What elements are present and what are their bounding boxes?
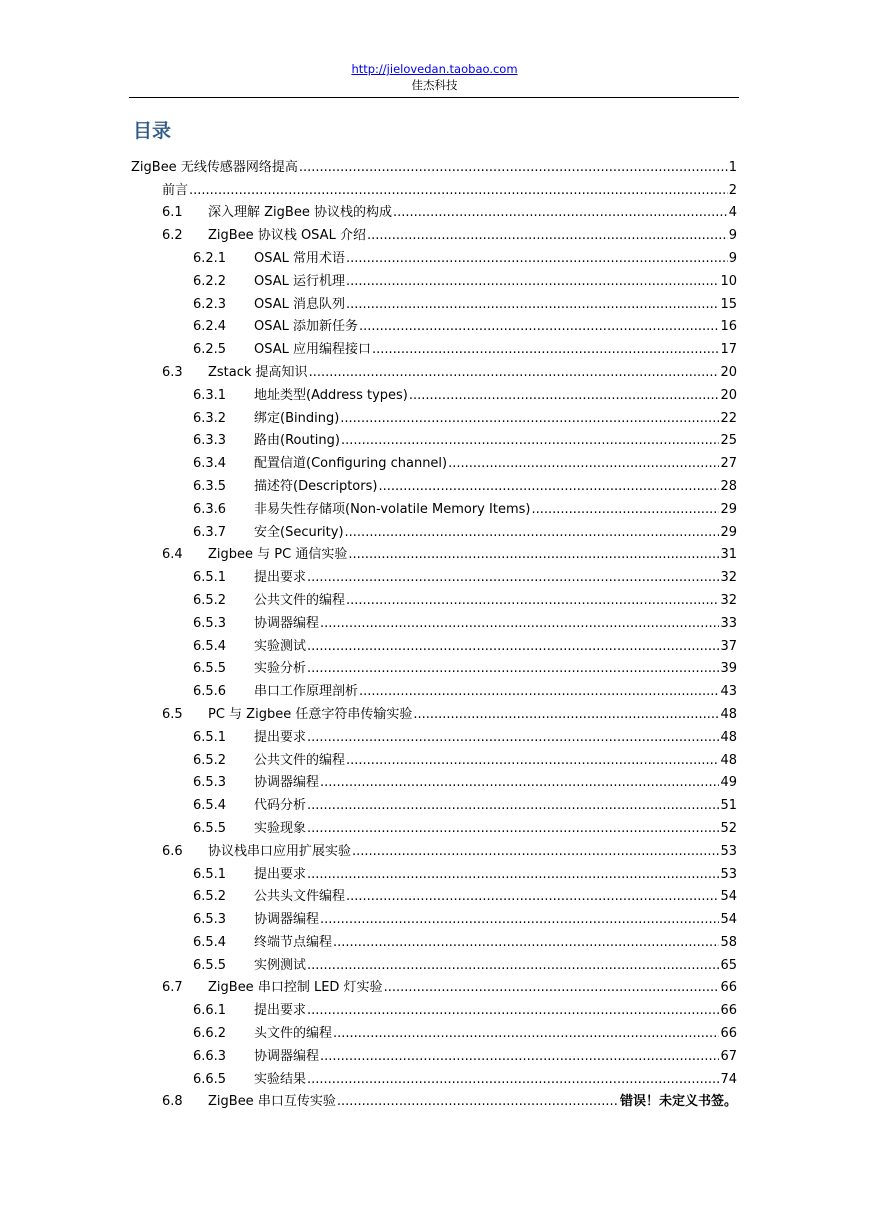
toc-entry-page: 32: [720, 570, 737, 586]
toc-entry-title: OSAL 添加新任务: [254, 319, 358, 335]
toc-entry[interactable]: [131, 790, 737, 813]
toc-entry-title: 协调器编程: [254, 615, 320, 631]
toc-entry-title: 代码分析: [254, 798, 307, 814]
toc-dot-leader: [307, 639, 719, 654]
toc-entry-page: 66: [720, 980, 737, 996]
toc-entry-number: 6.3.1: [193, 387, 227, 403]
toc-entry[interactable]: [131, 494, 737, 517]
toc-entry-page: 49: [720, 775, 737, 791]
toc-entry-number: 6.5.5: [193, 957, 227, 973]
toc-entry[interactable]: [131, 585, 737, 608]
toc-entry-number: 6.3.6: [193, 501, 227, 517]
toc-entry[interactable]: [131, 517, 737, 540]
toc-entry-number: 6.2.2: [193, 273, 227, 289]
toc-dot-leader: [372, 342, 719, 357]
header-rule: [129, 97, 739, 98]
toc-entry[interactable]: [131, 289, 737, 312]
toc-dot-leader: [333, 935, 719, 950]
toc-dot-leader: [307, 1072, 719, 1087]
toc-entry[interactable]: [131, 357, 737, 380]
toc-entry-title: 提出要求: [254, 866, 307, 882]
toc-dot-leader: [346, 251, 728, 266]
toc-entry-page: 16: [720, 319, 737, 335]
toc-dot-leader: [352, 844, 719, 859]
toc-entry-title: 前言: [162, 182, 189, 198]
toc-entry-page: 29: [720, 501, 737, 517]
toc-dot-leader: [384, 980, 720, 995]
toc-entry-page: 39: [720, 661, 737, 677]
toc-entry-title: 实验分析: [254, 661, 307, 677]
page-header: [0, 62, 869, 93]
toc-entry[interactable]: [131, 380, 737, 403]
toc-entry-page: 20: [720, 387, 737, 403]
toc-dot-leader: [346, 753, 719, 768]
toc-entry-title: 终端节点编程: [254, 934, 333, 950]
toc-entry[interactable]: [131, 608, 737, 631]
toc-entry-page: 20: [720, 364, 737, 380]
toc-entry-page: 9: [728, 228, 737, 244]
toc-entry[interactable]: [131, 312, 737, 335]
toc-entry[interactable]: [131, 1064, 737, 1087]
toc-entry-page: 43: [720, 684, 737, 700]
toc-dot-leader: [189, 183, 728, 198]
toc-entry-page: 2: [728, 182, 737, 198]
toc-entry-number: 6.8: [162, 1094, 183, 1110]
toc-entry-title: OSAL 应用编程接口: [254, 342, 371, 358]
toc-entry[interactable]: [131, 243, 737, 266]
toc-dot-leader: [299, 160, 728, 175]
toc-entry-number: 6.5.5: [193, 820, 227, 836]
toc-entry[interactable]: [131, 904, 737, 927]
toc-entry-number: 6.6.5: [193, 1071, 227, 1087]
toc-entry-title: 串口工作原理剖析: [254, 684, 359, 700]
toc-entry[interactable]: [131, 768, 737, 791]
toc-dot-leader: [448, 456, 719, 471]
toc-entry-title: 协调器编程: [254, 912, 320, 928]
toc-entry[interactable]: [131, 426, 737, 449]
toc-entry-title: 描述符(Descriptors): [254, 478, 378, 494]
toc-entry-title: 公共头文件编程: [254, 889, 346, 905]
toc-entry-page: 48: [720, 706, 737, 722]
toc-entry[interactable]: [131, 995, 737, 1018]
toc-entry-number: 6.5.3: [193, 775, 227, 791]
toc-entry-title: 实验结果: [254, 1071, 307, 1087]
toc-dot-leader: [307, 661, 719, 676]
toc-entry-title: 提出要求: [254, 729, 307, 745]
toc-entry[interactable]: [131, 927, 737, 950]
toc-dot-leader: [378, 479, 719, 494]
toc-entry[interactable]: [131, 540, 737, 563]
toc-entry-page: 51: [720, 798, 737, 814]
toc-entry-number: 6.5.1: [193, 570, 227, 586]
toc-dot-leader: [333, 1026, 719, 1041]
toc-entry[interactable]: [131, 266, 737, 289]
toc-dot-leader: [307, 958, 719, 973]
toc-entry[interactable]: [131, 334, 737, 357]
toc-entry-page: 9: [728, 250, 737, 266]
toc-entry-page: 4: [728, 205, 737, 221]
toc-entry-number: 6.5.1: [193, 729, 227, 745]
toc-entry-title: 地址类型(Address types): [254, 387, 408, 403]
toc-entry-title: 实验测试: [254, 638, 307, 654]
toc-entry-number: 6.5.3: [193, 615, 227, 631]
toc-entry-page: 58: [720, 934, 737, 950]
toc-entry-page: 27: [720, 456, 737, 472]
toc-entry-title: 提出要求: [254, 570, 307, 586]
toc-entry-page: 31: [720, 547, 737, 563]
toc-dot-leader: [409, 388, 720, 403]
toc-entry-page: 53: [720, 866, 737, 882]
toc-entry-page: 65: [720, 957, 737, 973]
toc-entry-page: 48: [720, 752, 737, 768]
toc-dot-leader: [346, 889, 719, 904]
toc-dot-leader: [320, 616, 719, 631]
toc-dot-leader: [346, 593, 719, 608]
toc-entry[interactable]: [131, 220, 737, 243]
toc-entry-title: 协调器编程: [254, 775, 320, 791]
toc-entry-page: 33: [720, 615, 737, 631]
toc-entry-number: 6.2.5: [193, 342, 227, 358]
toc-entry-number: 6.2.1: [193, 250, 227, 266]
toc-entry[interactable]: [131, 1041, 737, 1064]
toc-dot-leader: [367, 228, 728, 243]
toc-entry[interactable]: [131, 699, 737, 722]
toc-entry-title: OSAL 消息队列: [254, 296, 345, 312]
toc-dot-leader: [413, 707, 719, 722]
toc-entry-number: 6.5.4: [193, 934, 227, 950]
toc-entry[interactable]: [131, 882, 737, 905]
toc-dot-leader: [320, 775, 719, 790]
toc-entry[interactable]: [131, 1087, 737, 1110]
toc-entry-title: 公共文件的编程: [254, 752, 346, 768]
toc-entry-title: 协调器编程: [254, 1048, 320, 1064]
toc-dot-leader: [337, 1094, 619, 1109]
toc-entry[interactable]: [131, 654, 737, 677]
toc-entry[interactable]: [131, 722, 737, 745]
toc-entry-page: 29: [720, 524, 737, 540]
toc-entry-title: 路由(Routing): [254, 433, 340, 449]
header-url-link[interactable]: http://jielovedan.taobao.com: [351, 62, 518, 76]
toc-entry-title: ZigBee 无线传感器网络提高: [131, 159, 298, 175]
toc-entry-number: 6.5.2: [193, 752, 227, 768]
toc-entry-number: 6.5: [162, 706, 183, 722]
toc-entry-title: 提出要求: [254, 1003, 307, 1019]
toc-entry-page: 22: [720, 410, 737, 426]
toc-entry-page: 54: [720, 889, 737, 905]
toc-entry-number: 6.5.2: [193, 592, 227, 608]
toc-dot-leader: [340, 411, 719, 426]
toc-entry-page: 17: [720, 342, 737, 358]
toc-entry-number: 6.3: [162, 364, 183, 380]
toc-entry-number: 6.1: [162, 205, 183, 221]
toc-entry-number: 6.6: [162, 843, 183, 859]
toc-entry-page: 74: [720, 1071, 737, 1087]
toc-entry-title: PC 与 Zigbee 任意字符串传输实验: [208, 706, 413, 722]
toc-dot-leader: [359, 684, 719, 699]
toc-entry-title: ZigBee 串口控制 LED 灯实验: [208, 980, 383, 996]
toc-entry-title: OSAL 常用术语: [254, 250, 345, 266]
toc-dot-leader: [307, 798, 719, 813]
toc-dot-leader: [309, 365, 720, 380]
toc-entry-number: 6.2: [162, 228, 183, 244]
toc-entry-number: 6.5.2: [193, 889, 227, 905]
toc-entry-page: 25: [720, 433, 737, 449]
toc-entry-number: 6.6.1: [193, 1003, 227, 1019]
toc-entry-title: 实例测试: [254, 957, 307, 973]
header-company: 佳杰科技: [411, 78, 458, 92]
toc-dot-leader: [307, 867, 719, 882]
toc-entry-title: 配置信道(Configuring channel): [254, 456, 448, 472]
table-of-contents: [131, 152, 737, 1109]
toc-entry[interactable]: [131, 745, 737, 768]
toc-dot-leader: [346, 274, 719, 289]
toc-entry[interactable]: [131, 152, 737, 175]
toc-entry-title: 非易失性存储项(Non-volatile Memory Items): [254, 501, 531, 517]
toc-entry[interactable]: [131, 1018, 737, 1041]
toc-entry[interactable]: [131, 813, 737, 836]
toc-dot-leader: [341, 433, 719, 448]
toc-entry-number: 6.5.6: [193, 684, 227, 700]
toc-entry-page: 54: [720, 912, 737, 928]
toc-entry[interactable]: [131, 950, 737, 973]
toc-entry[interactable]: [131, 562, 737, 585]
toc-dot-leader: [531, 502, 719, 517]
toc-entry-number: 6.3.7: [193, 524, 227, 540]
toc-entry-title: 绑定(Binding): [254, 410, 340, 426]
toc-entry-page: 37: [720, 638, 737, 654]
toc-dot-leader: [320, 912, 719, 927]
toc-entry-page: 10: [720, 273, 737, 289]
toc-entry[interactable]: [131, 859, 737, 882]
toc-entry-number: 6.6.3: [193, 1048, 227, 1064]
toc-entry[interactable]: [131, 676, 737, 699]
toc-entry-title: 安全(Security): [254, 524, 344, 540]
toc-dot-leader: [346, 297, 719, 312]
toc-dot-leader: [348, 547, 719, 562]
toc-entry-number: 6.3.2: [193, 410, 227, 426]
toc-entry-page: 28: [720, 478, 737, 494]
toc-entry-title: ZigBee 串口互传实验: [208, 1094, 336, 1110]
toc-entry-number: 6.3.5: [193, 478, 227, 494]
toc-dot-leader: [307, 821, 719, 836]
toc-entry[interactable]: [131, 836, 737, 859]
toc-entry[interactable]: [131, 631, 737, 654]
toc-entry-title: 头文件的编程: [254, 1026, 333, 1042]
toc-entry-title: 公共文件的编程: [254, 592, 346, 608]
toc-dot-leader: [320, 1049, 719, 1064]
toc-entry-page: 53: [720, 843, 737, 859]
toc-entry-number: 6.5.5: [193, 661, 227, 677]
toc-dot-leader: [345, 525, 720, 540]
toc-entry-number: 6.3.3: [193, 433, 227, 449]
toc-entry-title: 深入理解 ZigBee 协议栈的构成: [208, 205, 392, 221]
toc-entry-page: 错误！未定义书签。: [619, 1094, 737, 1110]
toc-entry-number: 6.7: [162, 980, 183, 996]
toc-entry-number: 6.6.2: [193, 1026, 227, 1042]
toc-title: 目录: [133, 120, 172, 142]
toc-entry-page: 48: [720, 729, 737, 745]
toc-entry-number: 6.5.3: [193, 912, 227, 928]
toc-dot-leader: [307, 1003, 719, 1018]
toc-entry-page: 67: [720, 1048, 737, 1064]
toc-entry[interactable]: [131, 175, 737, 198]
toc-entry-page: 66: [720, 1003, 737, 1019]
toc-entry-page: 32: [720, 592, 737, 608]
toc-entry-page: 1: [728, 159, 737, 175]
toc-entry[interactable]: [131, 471, 737, 494]
toc-entry-number: 6.5.4: [193, 798, 227, 814]
toc-entry-page: 15: [720, 296, 737, 312]
toc-entry-title: OSAL 运行机理: [254, 273, 345, 289]
toc-entry-title: 协议栈串口应用扩展实验: [208, 843, 352, 859]
toc-entry-number: 6.5.1: [193, 866, 227, 882]
toc-entry-title: Zigbee 与 PC 通信实验: [208, 547, 348, 563]
toc-entry-number: 6.3.4: [193, 456, 227, 472]
toc-dot-leader: [393, 205, 728, 220]
toc-entry[interactable]: [131, 973, 737, 996]
toc-entry[interactable]: [131, 198, 737, 221]
toc-entry[interactable]: [131, 448, 737, 471]
toc-entry-number: 6.2.4: [193, 319, 227, 335]
toc-entry-title: 实验现象: [254, 820, 307, 836]
toc-entry-number: 6.2.3: [193, 296, 227, 312]
toc-dot-leader: [359, 319, 719, 334]
toc-entry-number: 6.4: [162, 547, 183, 563]
toc-entry-page: 66: [720, 1026, 737, 1042]
toc-entry[interactable]: [131, 403, 737, 426]
toc-entry-number: 6.5.4: [193, 638, 227, 654]
toc-entry-title: Zstack 提高知识: [208, 364, 308, 380]
toc-dot-leader: [307, 730, 719, 745]
toc-entry-page: 52: [720, 820, 737, 836]
toc-dot-leader: [307, 570, 719, 585]
toc-entry-title: ZigBee 协议栈 OSAL 介绍: [208, 228, 366, 244]
